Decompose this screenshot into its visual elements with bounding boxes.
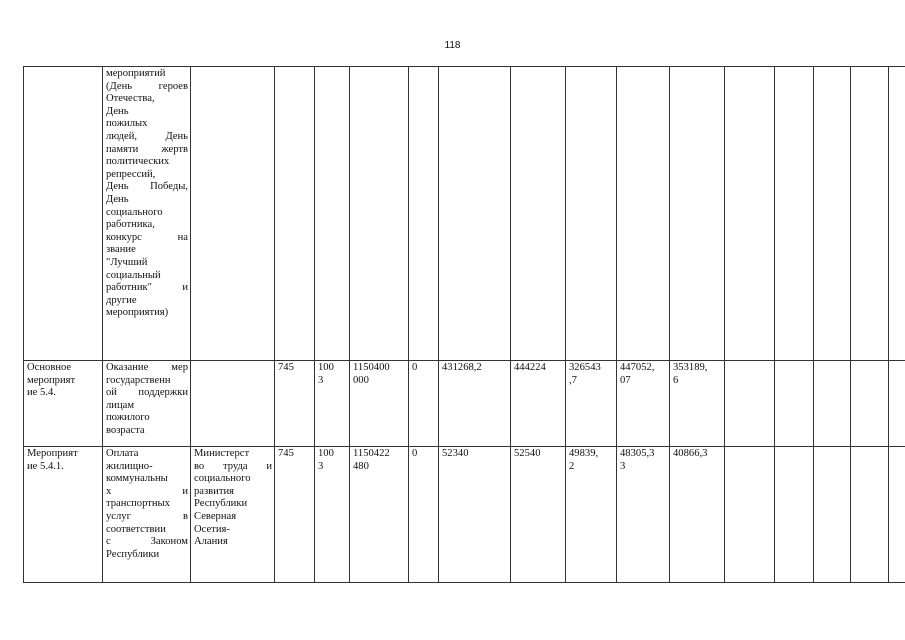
empty-cell: [725, 67, 775, 361]
cell-line: памяти жертв: [106, 143, 188, 155]
executor-cell: [191, 447, 275, 583]
year-value-cell: [566, 361, 617, 447]
year-value-cell: [617, 67, 670, 361]
csr-cell: [350, 67, 409, 361]
year-value-cell: [566, 67, 617, 361]
cell-line: мероприят: [27, 374, 76, 386]
executor-cell: [191, 361, 275, 447]
cell-line: социального: [194, 473, 251, 485]
cell-line: Отечества,: [106, 93, 155, 105]
empty-cell: [725, 361, 775, 447]
cell-line: с Законом: [106, 536, 188, 548]
cell-line: репрессий,: [106, 168, 156, 180]
year-value-cell: 444224: [511, 361, 566, 447]
cell-line: возраста: [106, 424, 145, 436]
cell-line: 48305,3: [620, 448, 655, 459]
cell-line: День: [106, 193, 129, 205]
description-cell: [103, 447, 191, 583]
cell-line: (День героев: [106, 80, 188, 92]
year-value-cell: [670, 447, 725, 583]
year-value-cell: [511, 67, 566, 361]
code-cell: [24, 67, 103, 361]
cell-line: ой поддержки: [106, 387, 188, 399]
cell-line: День: [106, 105, 129, 117]
empty-cell: [889, 447, 905, 583]
cell-line: 49839,: [569, 448, 599, 459]
description-cell: [103, 361, 191, 447]
cell-line: Министерст: [194, 448, 250, 459]
vr-cell: 0: [409, 361, 439, 447]
cell-line: Оказание мер: [106, 362, 188, 373]
cell-line: работник" и: [106, 282, 188, 294]
cell-line: транспортных: [106, 498, 170, 510]
cell-line: 07: [620, 374, 631, 386]
rzpr-cell: [315, 67, 350, 361]
year-value-cell: 52540: [511, 447, 566, 583]
code-cell: [24, 361, 103, 447]
cell-line: коммунальны: [106, 473, 168, 485]
cell-line: Оплата: [106, 448, 139, 459]
grbs-cell: 745: [275, 361, 315, 447]
cell-line: 1150422: [353, 448, 390, 459]
cell-line: ,7: [569, 374, 577, 386]
cell-line: Осетия-: [194, 523, 230, 535]
cell-line: 447052,: [620, 362, 655, 373]
year-value-cell: [670, 67, 725, 361]
executor-cell: [191, 67, 275, 361]
cell-line: мероприятия): [106, 307, 169, 319]
cell-line: 100: [318, 448, 334, 459]
cell-line: социального: [106, 206, 163, 218]
vr-cell: 0: [409, 447, 439, 583]
empty-cell: [775, 447, 814, 583]
cell-line: 326543: [569, 362, 601, 373]
cell-line: социальный: [106, 269, 161, 281]
rzpr-cell: [315, 447, 350, 583]
cell-line: пожилых: [106, 118, 148, 130]
table-row: [24, 447, 905, 583]
empty-cell: [851, 67, 889, 361]
empty-cell: [725, 447, 775, 583]
year-value-cell: [670, 361, 725, 447]
cell-line: "Лучший: [106, 256, 148, 268]
cell-line: 6: [673, 374, 679, 386]
empty-cell: [851, 361, 889, 447]
cell-line: соответствии: [106, 523, 166, 535]
cell-line: Алания: [194, 536, 228, 548]
cell-line: 40866,3: [673, 448, 708, 459]
description-cell: [103, 67, 191, 361]
cell-line: звание: [106, 244, 136, 256]
grbs-cell: 745: [275, 447, 315, 583]
budget-table: [23, 66, 905, 583]
cell-line: ие 5.4.1.: [27, 460, 64, 472]
cell-line: людей, День: [106, 130, 188, 142]
year-value-cell: [439, 67, 511, 361]
cell-line: государственн: [106, 374, 171, 386]
cell-line: другие: [106, 294, 137, 306]
csr-cell: [350, 447, 409, 583]
year-value-cell: [566, 447, 617, 583]
cell-line: пожилого: [106, 412, 150, 424]
cell-line: Республики: [194, 498, 248, 510]
cell-line: 3: [318, 374, 324, 386]
cell-line: 1150400: [353, 362, 390, 373]
cell-line: ие 5.4.: [27, 387, 56, 399]
cell-line: работника,: [106, 219, 155, 231]
cell-line: 480: [353, 460, 369, 472]
csr-cell: [350, 361, 409, 447]
cell-line: 000: [353, 374, 369, 386]
empty-cell: [814, 447, 851, 583]
empty-cell: [814, 361, 851, 447]
cell-line: конкурс на: [106, 231, 188, 243]
empty-cell: [814, 67, 851, 361]
year-value-cell: 431268,2: [439, 361, 511, 447]
table-row: [24, 361, 905, 447]
cell-line: 3: [318, 460, 324, 472]
empty-cell: [775, 361, 814, 447]
cell-line: жилищно-: [106, 460, 153, 472]
cell-line: Северная: [194, 510, 237, 522]
empty-cell: [851, 447, 889, 583]
year-value-cell: [617, 447, 670, 583]
table-row: [24, 67, 905, 361]
cell-line: мероприятий: [106, 68, 166, 79]
empty-cell: [775, 67, 814, 361]
cell-line: политических: [106, 156, 170, 168]
cell-line: развития: [194, 485, 235, 497]
cell-line: 2: [569, 460, 575, 472]
cell-line: Мероприят: [27, 448, 78, 459]
cell-line: лицам: [106, 399, 135, 411]
page-number: 118: [444, 40, 461, 51]
cell-line: 100: [318, 362, 334, 373]
cell-line: 353189,: [673, 362, 708, 373]
cell-line: 3: [620, 460, 626, 472]
cell-line: х и: [106, 485, 188, 497]
cell-line: услуг в: [106, 510, 188, 522]
cell-line: Основное: [27, 362, 72, 373]
year-value-cell: 52340: [439, 447, 511, 583]
empty-cell: [889, 67, 905, 361]
rzpr-cell: [315, 361, 350, 447]
code-cell: [24, 447, 103, 583]
cell-line: День Победы,: [106, 181, 188, 193]
cell-line: Республики: [106, 548, 160, 560]
grbs-cell: [275, 67, 315, 361]
year-value-cell: [617, 361, 670, 447]
cell-line: во труда и: [194, 460, 272, 472]
vr-cell: [409, 67, 439, 361]
empty-cell: [889, 361, 905, 447]
